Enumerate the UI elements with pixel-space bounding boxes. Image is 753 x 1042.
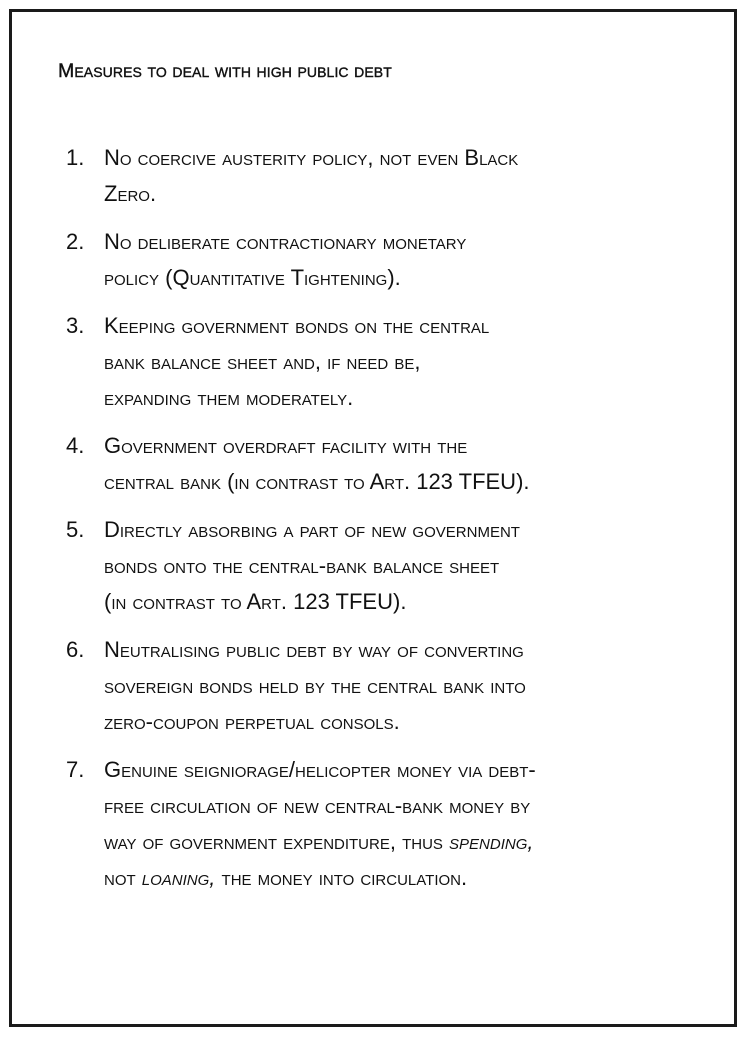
item-line: No deliberate contractionary monetary [104,229,467,254]
item-line: Government overdraft facility with the [104,433,468,458]
item-text: way of government expenditure, thus [104,829,450,854]
item-line [104,824,726,860]
item-line: zero-coupon perpetual consols. [104,709,400,734]
item-line: Directly absorbing a part of new government [104,517,520,542]
item-line: free circulation of new central-bank money by [104,793,531,818]
item-text: the money into circulation. [215,865,468,890]
list-item [66,752,726,896]
item-line [104,860,726,896]
emphasis-text: spending, [449,829,534,854]
item-line: sovereign bonds held by the central bank into [104,673,526,698]
item-line: bonds onto the central-bank balance sheet [104,553,500,578]
item-line: No coercive austerity policy, not even Black [104,145,519,170]
list-item [66,428,726,500]
item-line: Zero. [104,181,157,206]
item-line: expanding them moderately. [104,385,354,410]
item-number: 3. [66,313,85,338]
item-line: Genuine seigniorage/helicopter money via debt- [104,757,536,782]
box-title: Measures to deal with high public debt [58,60,392,82]
emphasis-text: loaning, [141,865,216,890]
item-line: central bank (in contrast to Art. 123 TFEU). [104,469,530,494]
list-item [66,632,726,740]
item-text: not [104,865,142,890]
item-line: Keeping government bonds on the central [104,313,490,338]
item-line: (in contrast to Art. 123 TFEU). [104,589,407,614]
item-number: 5. [66,517,85,542]
measures-list [66,140,726,908]
list-item [66,512,726,620]
item-line: policy (Quantitative Tightening). [104,265,401,290]
item-number: 7. [66,757,85,782]
item-number: 4. [66,433,85,458]
list-item [66,224,726,296]
item-line: Neutralising public debt by way of converting [104,637,524,662]
item-line: bank balance sheet and, if need be, [104,349,421,374]
item-number: 6. [66,637,85,662]
item-number: 2. [66,229,85,254]
list-item [66,308,726,416]
list-item [66,140,726,212]
item-number: 1. [66,145,85,170]
